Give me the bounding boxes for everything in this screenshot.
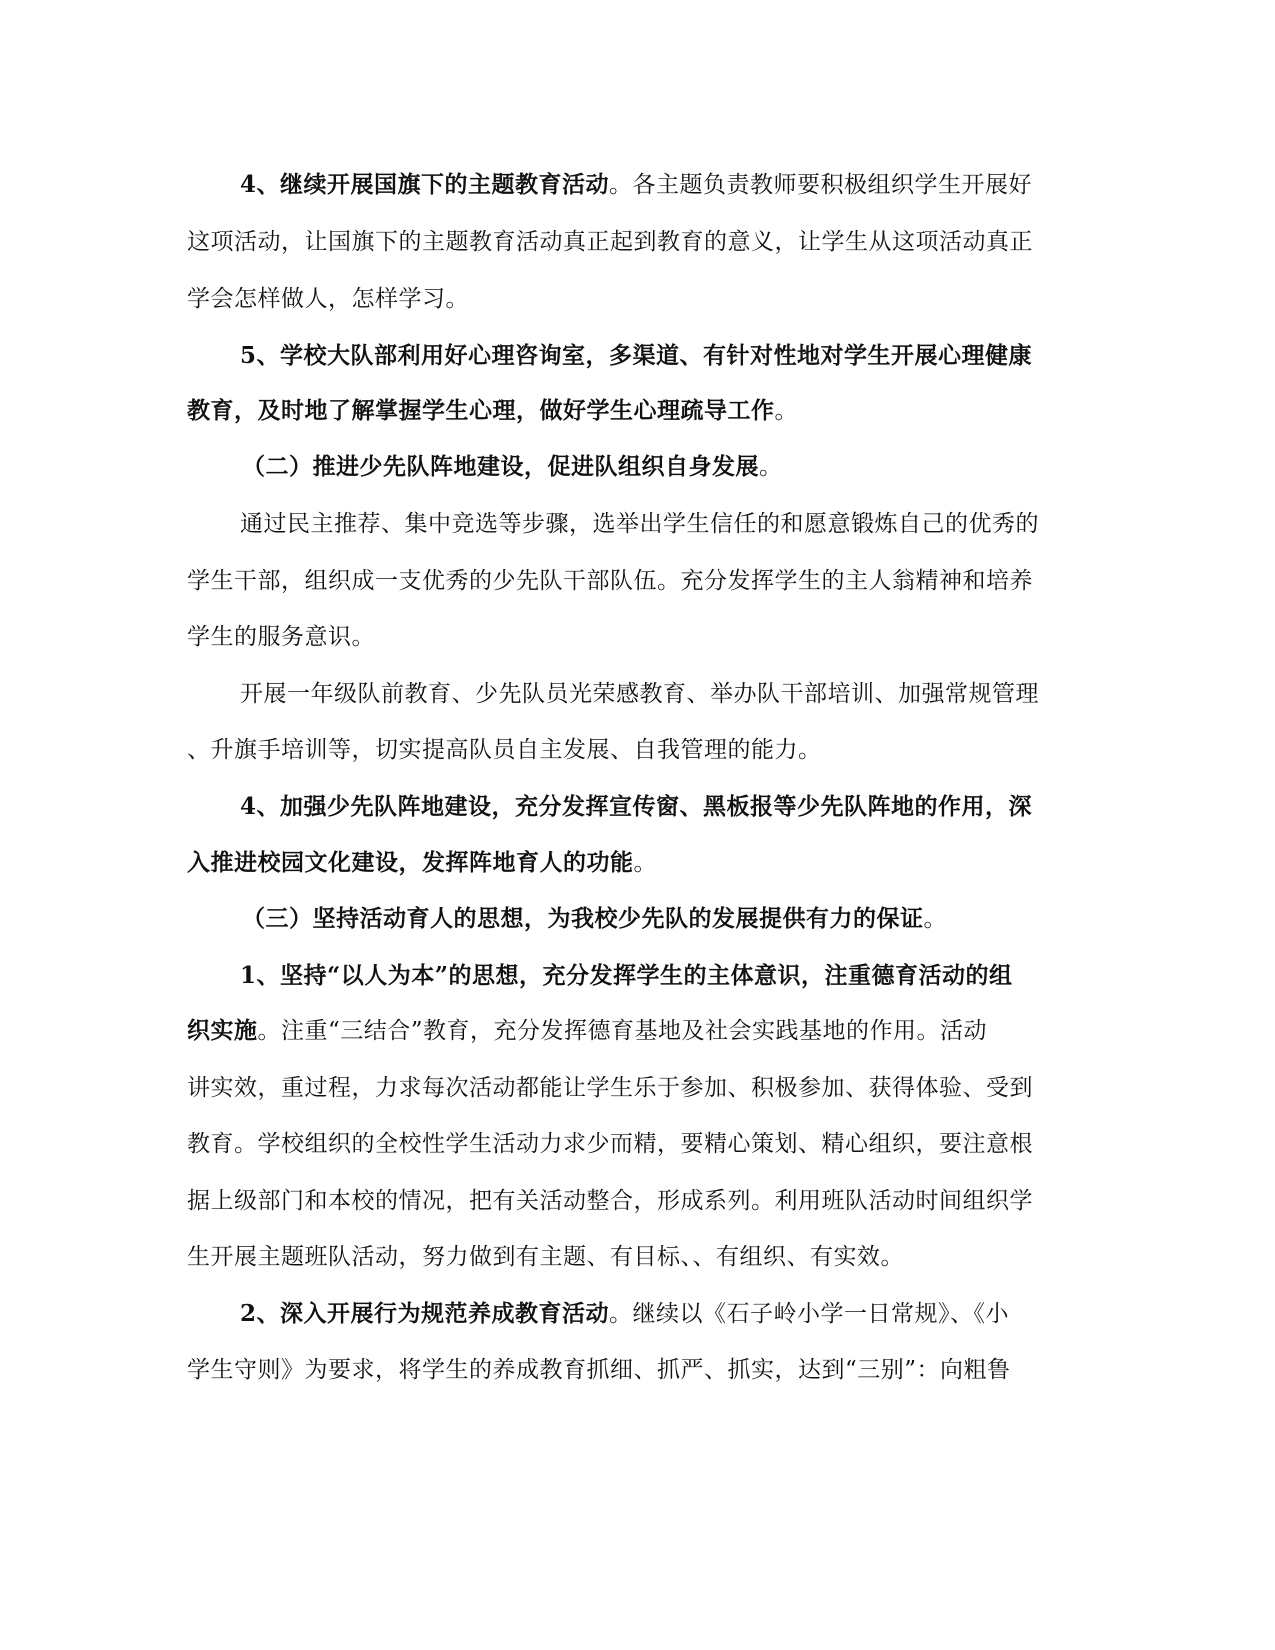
bold-text: （二）推进少先队阵地建设，促进队组织自身发展 [242,453,759,480]
body-text: 。 [759,454,783,480]
section-heading [242,904,1142,934]
body-text: 、升旗手培训等，切实提高队员自主发展、自我管理的能力。 [187,737,822,763]
body-text: 生开展主题班队活动，努力做到有主题、有目标、、有组织、有实效。 [187,1244,904,1270]
bold-text: 2、深入开展行为规范养成教育活动 [240,1300,610,1327]
paragraph-line [187,396,1087,426]
paragraph-line [187,622,1087,652]
paragraph-line [187,1355,1087,1385]
bold-text: 1、坚持“以人为本”的思想，充分发挥学生的主体意识，注重德育活动的组 [240,962,1013,989]
bold-text: 入推进校园文化建设，发挥阵地育人的功能 [187,849,634,876]
body-text: 。 [774,398,798,424]
section-heading [242,452,1142,482]
paragraph-line [240,679,1140,709]
bold-text: 4、加强少先队阵地建设，充分发挥宣传窗、黑板报等少先队阵地的作用，深 [240,793,1033,820]
bold-text: （三）坚持活动育人的思想，为我校少先队的发展提供有力的保证 [242,905,924,932]
body-text: 学生的服务意识。 [187,624,375,650]
body-text: 讲实效，重过程，力求每次活动都能让学生乐于参加、积极参加、获得体验、受到 [187,1075,1033,1101]
paragraph-line [187,1073,1087,1103]
bold-text: 织实施 [187,1017,258,1044]
body-text: 学生干部，组织成一支优秀的少先队干部队伍。充分发挥学生的主人翁精神和培养 [187,568,1033,594]
body-text: 。 [923,906,947,932]
body-text: 。继续以《石子岭小学一日常规》、《小 [609,1301,1010,1327]
paragraph-line [240,170,1140,200]
paragraph-line [187,1242,1087,1272]
paragraph-line [187,227,1087,257]
body-text: 据上级部门和本校的情况，把有关活动整合，形成系列。利用班队活动时间组织学 [187,1188,1033,1214]
paragraph-line [240,509,1140,539]
bold-text: 4、继续开展国旗下的主题教育活动 [240,171,610,198]
paragraph-line [240,792,1140,822]
body-text: 这项活动，让国旗下的主题教育活动真正起到教育的意义，让学生从这项活动真正 [187,229,1033,255]
paragraph-line [240,961,1140,991]
body-text: 通过民主推荐、集中竞选等步骤，选举出学生信任的和愿意锻炼自己的优秀的 [240,511,1039,537]
body-text: 。 [633,850,657,876]
paragraph-line [187,566,1087,596]
bold-text: 教育，及时地了解掌握学生心理，做好学生心理疏导工作 [187,397,775,424]
paragraph-line [240,1299,1140,1329]
paragraph-line [187,1016,1087,1046]
paragraph-line [187,284,1087,314]
bold-text: 5、学校大队部利用好心理咨询室，多渠道、有针对性地对学生开展心理健康 [240,342,1033,369]
paragraph-line [240,341,1140,371]
paragraph-line [187,1129,1087,1159]
paragraph-line [187,1186,1087,1216]
body-text: 开展一年级队前教育、少先队员光荣感教育、举办队干部培训、加强常规管理 [240,681,1039,707]
paragraph-line [187,735,1087,765]
body-text: 教育。学校组织的全校性学生活动力求少而精，要精心策划、精心组织，要注意根 [187,1131,1033,1157]
body-text: 学生守则》为要求，将学生的养成教育抓细、抓严、抓实，达到“三别”：向粗鲁 [187,1357,1011,1383]
body-text: 。各主题负责教师要积极组织学生开展好 [609,172,1033,198]
body-text: 学会怎样做人，怎样学习。 [187,286,469,312]
body-text: 。注重“三结合”教育，充分发挥德育基地及社会实践基地的作用。活动 [257,1018,988,1044]
paragraph-line [187,848,1087,878]
